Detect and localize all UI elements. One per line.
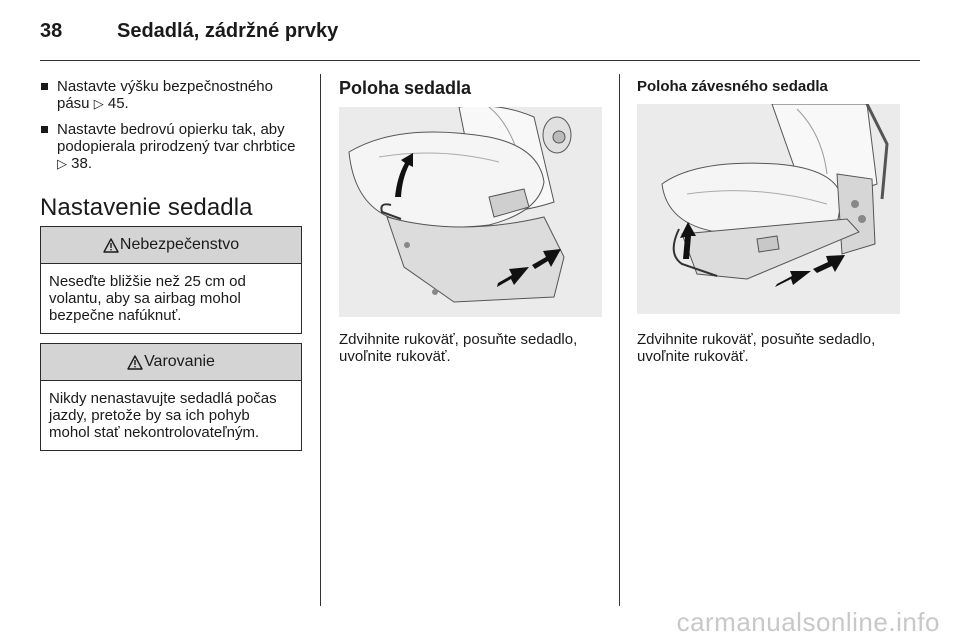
danger-box [40, 226, 302, 334]
warning-box-header [41, 344, 301, 381]
page-ref-arrow-icon: ▷ [93, 96, 104, 111]
column-1 [40, 78, 302, 181]
section-heading: Nastavenie sedadla [40, 194, 253, 221]
column-divider-2 [619, 74, 620, 606]
warning-triangle-icon [103, 238, 119, 253]
list-item [40, 121, 302, 172]
watermark: carmanualsonline.info [676, 607, 940, 637]
danger-box-header [41, 227, 301, 264]
warning-triangle-icon [127, 355, 143, 370]
page-ref-link[interactable]: 38. [71, 155, 93, 172]
seat-drawing [339, 107, 602, 317]
warning-text: Nikdy nenastavujte sedadlá počas jazdy, pretože by sa ich pohyb mohol stať nekontrolovateľným. [49, 390, 277, 441]
bullet-list [40, 78, 302, 172]
suspension-seat-caption: Zdvihnite rukoväť, posuňte sedadlo, uvoľnite rukoväť. [637, 331, 876, 365]
page-header [40, 20, 920, 50]
warning-title: Varovanie [144, 353, 215, 370]
header-divider [40, 60, 920, 61]
page-ref-arrow-icon: ▷ [57, 156, 67, 171]
bullet-text: Nastavte bedrovú opierku tak, aby podopierala prirodzený tvar chrbtice [57, 121, 296, 155]
suspension-seat-heading: Poloha závesného sedadla [637, 78, 828, 95]
column-divider-1 [320, 74, 321, 606]
bullet-square-icon [41, 83, 48, 90]
danger-text: Neseďte bližšie než 25 cm od volantu, aby sa airbag mohol bezpečne nafúknuť. [49, 273, 246, 324]
seat-adjustment-illustration [339, 107, 602, 317]
bullet-square-icon [41, 126, 48, 133]
page-number: 38 [40, 20, 63, 42]
page-ref-link[interactable]: 45. [107, 95, 129, 112]
seat-position-heading: Poloha sedadla [339, 78, 472, 98]
seat-position-caption: Zdvihnite rukoväť, posuňte sedadlo, uvoľnite rukoväť. [339, 331, 578, 365]
page-title: Sedadlá, zádržné prvky [117, 20, 339, 42]
suspension-seat-drawing [637, 104, 900, 314]
warning-box [40, 343, 302, 451]
suspension-seat-illustration [637, 104, 900, 314]
danger-title: Nebezpečenstvo [119, 236, 240, 253]
bullet-text: Nastavte výšku bezpečnostného pásu [57, 78, 273, 112]
list-item [40, 78, 302, 112]
